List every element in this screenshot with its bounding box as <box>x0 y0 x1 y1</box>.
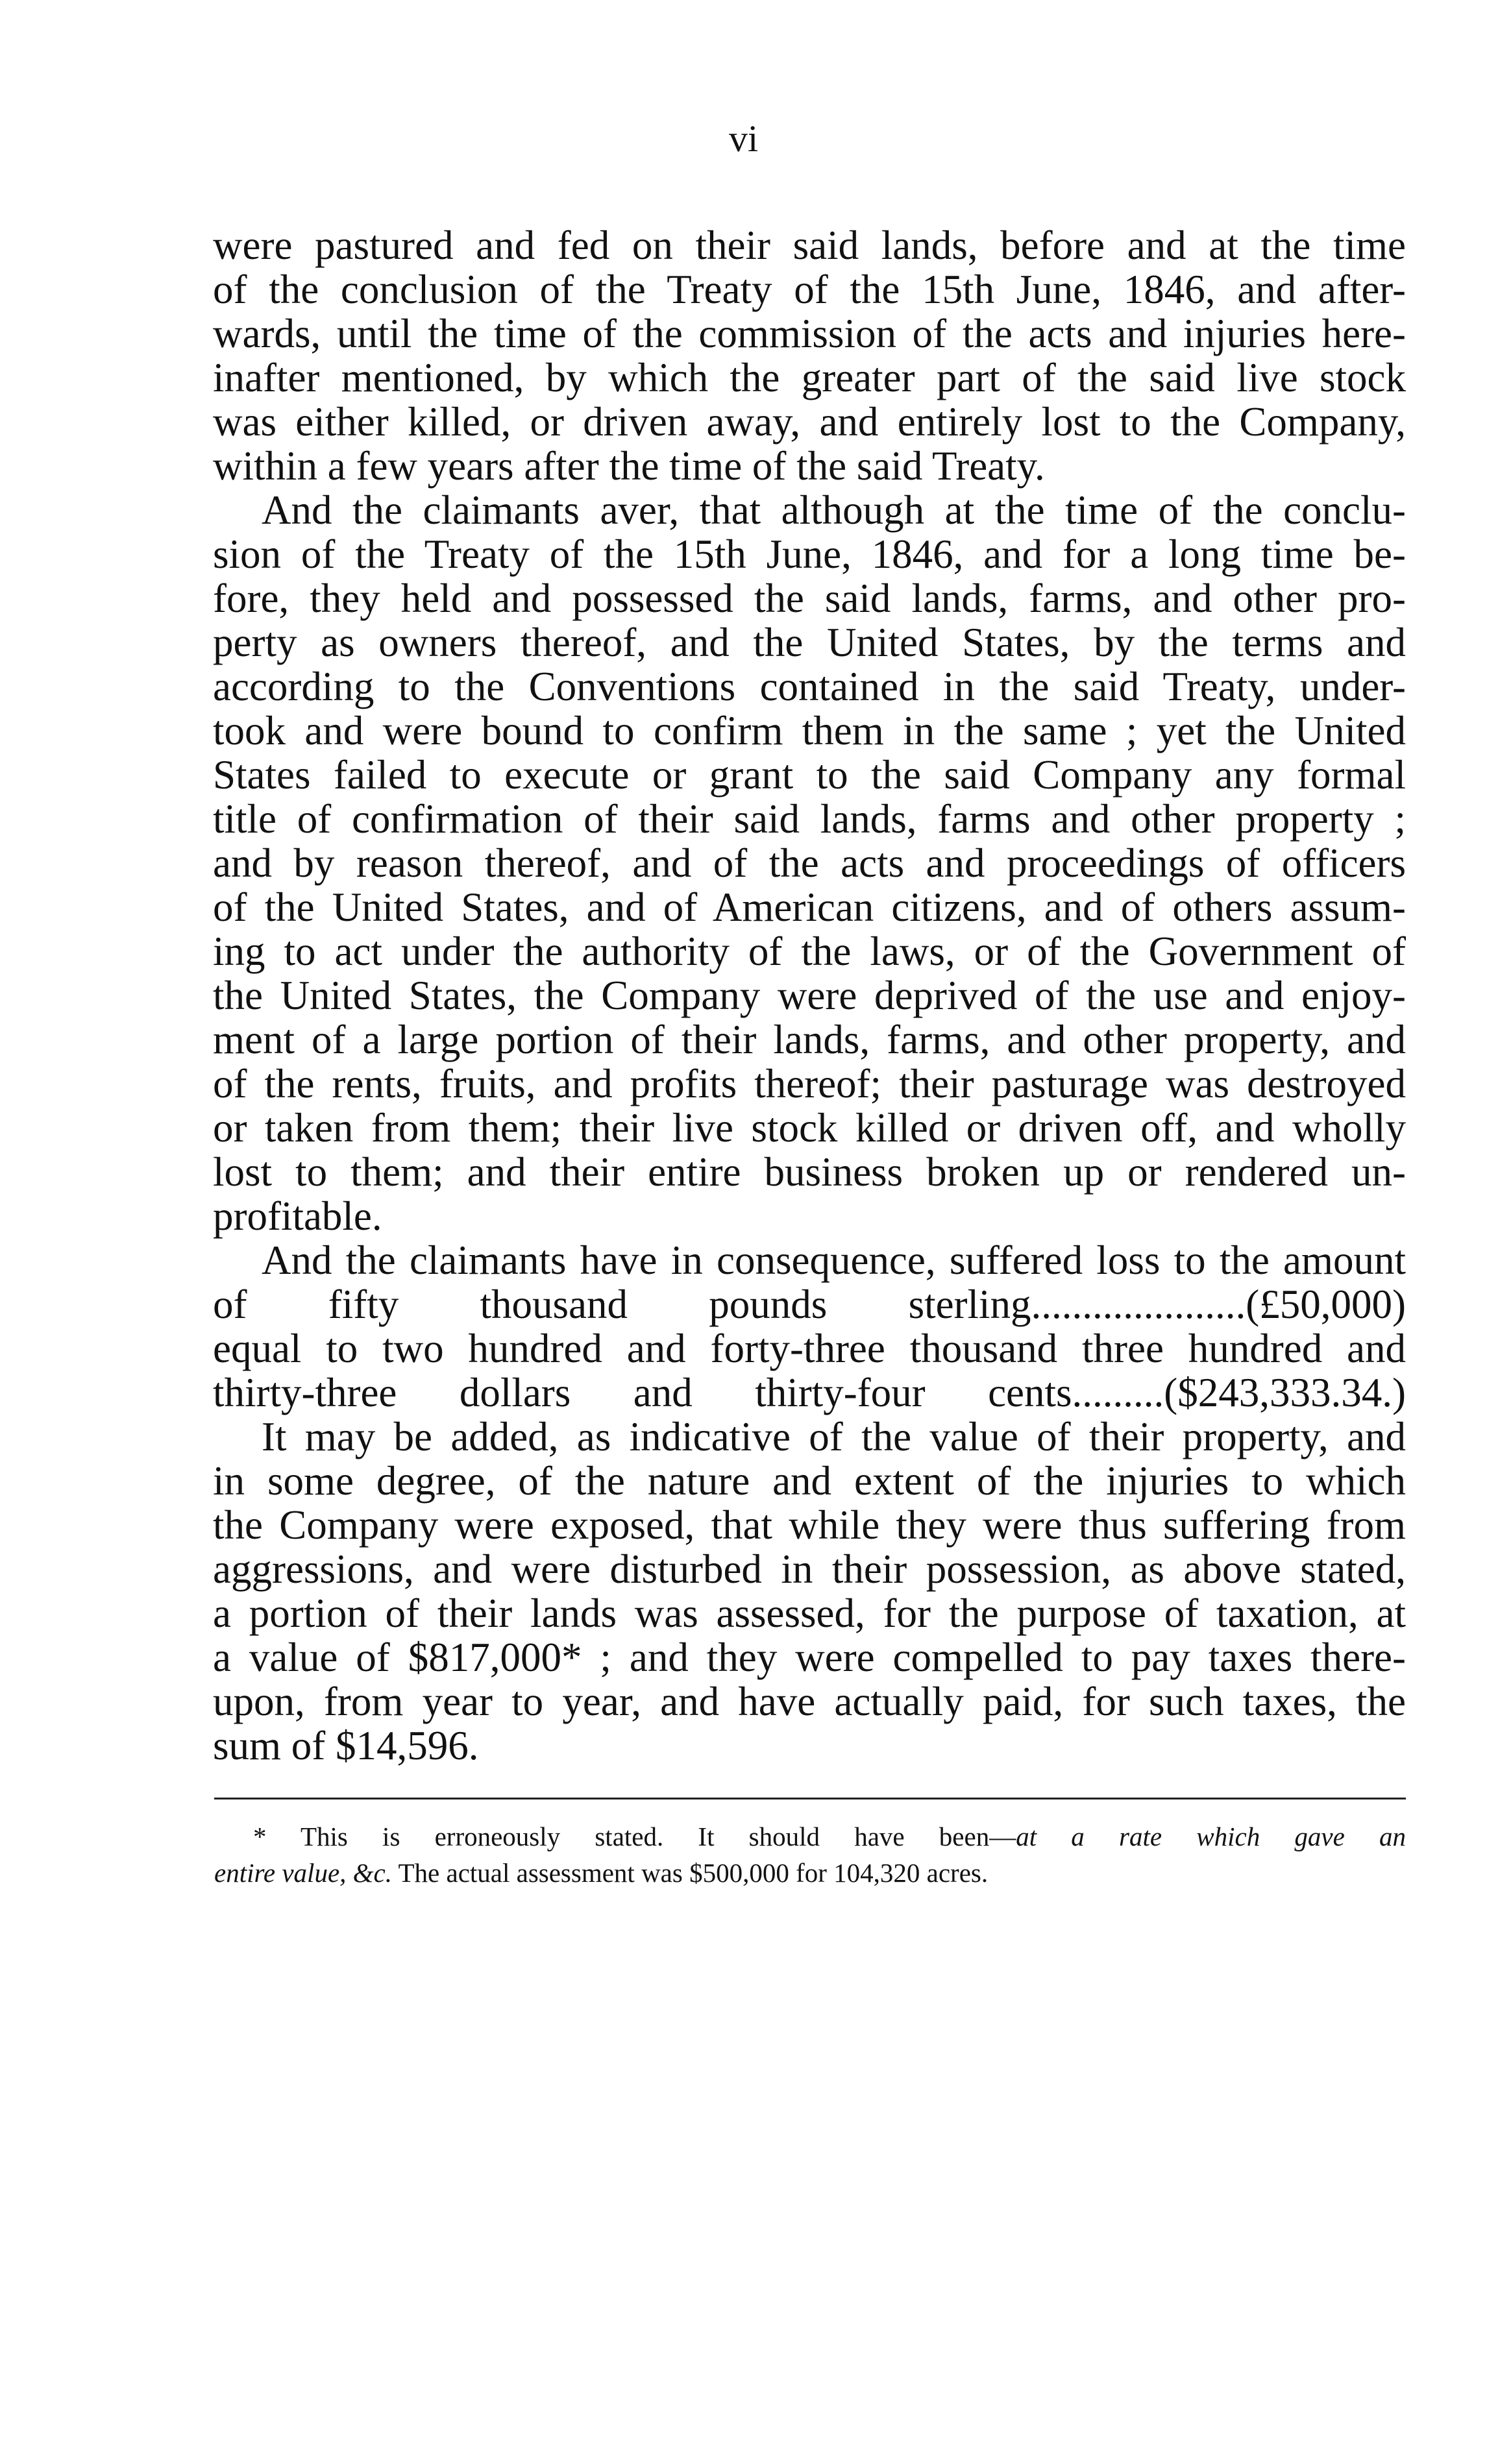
paragraph-4-line-6: a value of $817,000* ; and they were compelled to pay taxes there- <box>213 1635 1406 1680</box>
paragraph-4-line-3: the Company were exposed, that while they were thus suffering from <box>213 1502 1406 1548</box>
paragraph-4-line-2: in some degree, of the nature and extent of the injuries to which <box>213 1458 1406 1504</box>
paragraph-2-line-6: took and were bound to confirm them in the same ; yet the United <box>213 708 1406 753</box>
paragraph-1-line-6: within a few years after the time of the said Treaty. <box>213 443 1045 489</box>
paragraph-2-line-16: lost to them; and their entire business broken up or rendered un- <box>213 1149 1406 1195</box>
paragraph-2-line-5: according to the Conventions contained in the said Treaty, under- <box>213 664 1406 709</box>
paragraph-2-line-1: And the claimants aver, that although at the time of the conclu- <box>262 487 1406 533</box>
paragraph-2-line-2: sion of the Treaty of the 15th June, 1846, and for a long time be- <box>213 531 1406 577</box>
footnote-line-1-italic: at a rate which gave an <box>1016 1822 1406 1851</box>
paragraph-3-line-3: equal to two hundred and forty-three thousand three hundred and <box>213 1326 1406 1371</box>
paragraph-4-line-5: a portion of their lands was assessed, for the purpose of taxation, at <box>213 1591 1406 1636</box>
paragraph-2-line-13: ment of a large portion of their lands, farms, and other property, and <box>213 1017 1406 1062</box>
paragraph-2-line-8: title of confirmation of their said lands, farms and other property ; <box>213 796 1406 842</box>
footnote-line-2-text: The actual assessment was $500,000 for 104,320 acres. <box>392 1858 989 1888</box>
page-number: vi <box>728 117 759 160</box>
paragraph-2-line-4: perty as owners thereof, and the United States, by the terms and <box>213 620 1406 665</box>
paragraph-1-line-5: was either killed, or driven away, and entirely lost to the Company, <box>213 399 1406 445</box>
footnote-line-2-italic: entire value, &c. <box>214 1858 392 1888</box>
paragraph-3-line-4: thirty-three dollars and thirty-four cents.........($243,333.34.) <box>213 1370 1406 1415</box>
paragraph-2-line-14: of the rents, fruits, and profits thereof; their pasturage was destroyed <box>213 1061 1406 1106</box>
paragraph-1-line-4: inafter mentioned, by which the greater part of the said live stock <box>213 355 1406 400</box>
paragraph-2-line-12: the United States, the Company were deprived of the use and enjoy- <box>213 973 1406 1018</box>
paragraph-2-line-7: States failed to execute or grant to the said Company any formal <box>213 752 1406 798</box>
paragraph-1-line-1: were pastured and fed on their said lands, before and at the time <box>213 223 1406 268</box>
paragraph-2-line-15: or taken from them; their live stock killed or driven off, and wholly <box>213 1105 1406 1151</box>
paragraph-3-line-1: And the claimants have in consequence, suffered loss to the amount <box>262 1238 1406 1283</box>
footnote-line-2 <box>214 1860 1406 1886</box>
paragraph-4-line-1: It may be added, as indicative of the value of their property, and <box>262 1414 1406 1459</box>
paragraph-2-line-9: and by reason thereof, and of the acts and proceedings of officers <box>213 840 1406 886</box>
paragraph-2-line-3: fore, they held and possessed the said lands, farms, and other pro- <box>213 576 1406 621</box>
paragraph-4-line-7: upon, from year to year, and have actually paid, for such taxes, the <box>213 1679 1406 1724</box>
paragraph-4-line-8: sum of $14,596. <box>213 1723 479 1768</box>
paragraph-1-line-2: of the conclusion of the Treaty of the 15th June, 1846, and after- <box>213 267 1406 312</box>
footnote-line-1-text: * This is erroneously stated. It should have been— <box>253 1822 1016 1851</box>
paragraph-1-line-3: wards, until the time of the commission of the acts and injuries here- <box>213 311 1406 356</box>
paragraph-3-line-2: of fifty thousand pounds sterling.....................(£50,000) <box>213 1282 1406 1327</box>
footnote-divider <box>214 1798 1406 1799</box>
paragraph-2-line-17: profitable. <box>213 1193 382 1239</box>
paragraph-4-line-4: aggressions, and were disturbed in their possession, as above stated, <box>213 1546 1406 1592</box>
paragraph-2-line-11: ing to act under the authority of the laws, or of the Government of <box>213 929 1406 974</box>
footnote-line-1 <box>253 1824 1406 1850</box>
paragraph-2-line-10: of the United States, and of American citizens, and of others assum- <box>213 884 1406 930</box>
